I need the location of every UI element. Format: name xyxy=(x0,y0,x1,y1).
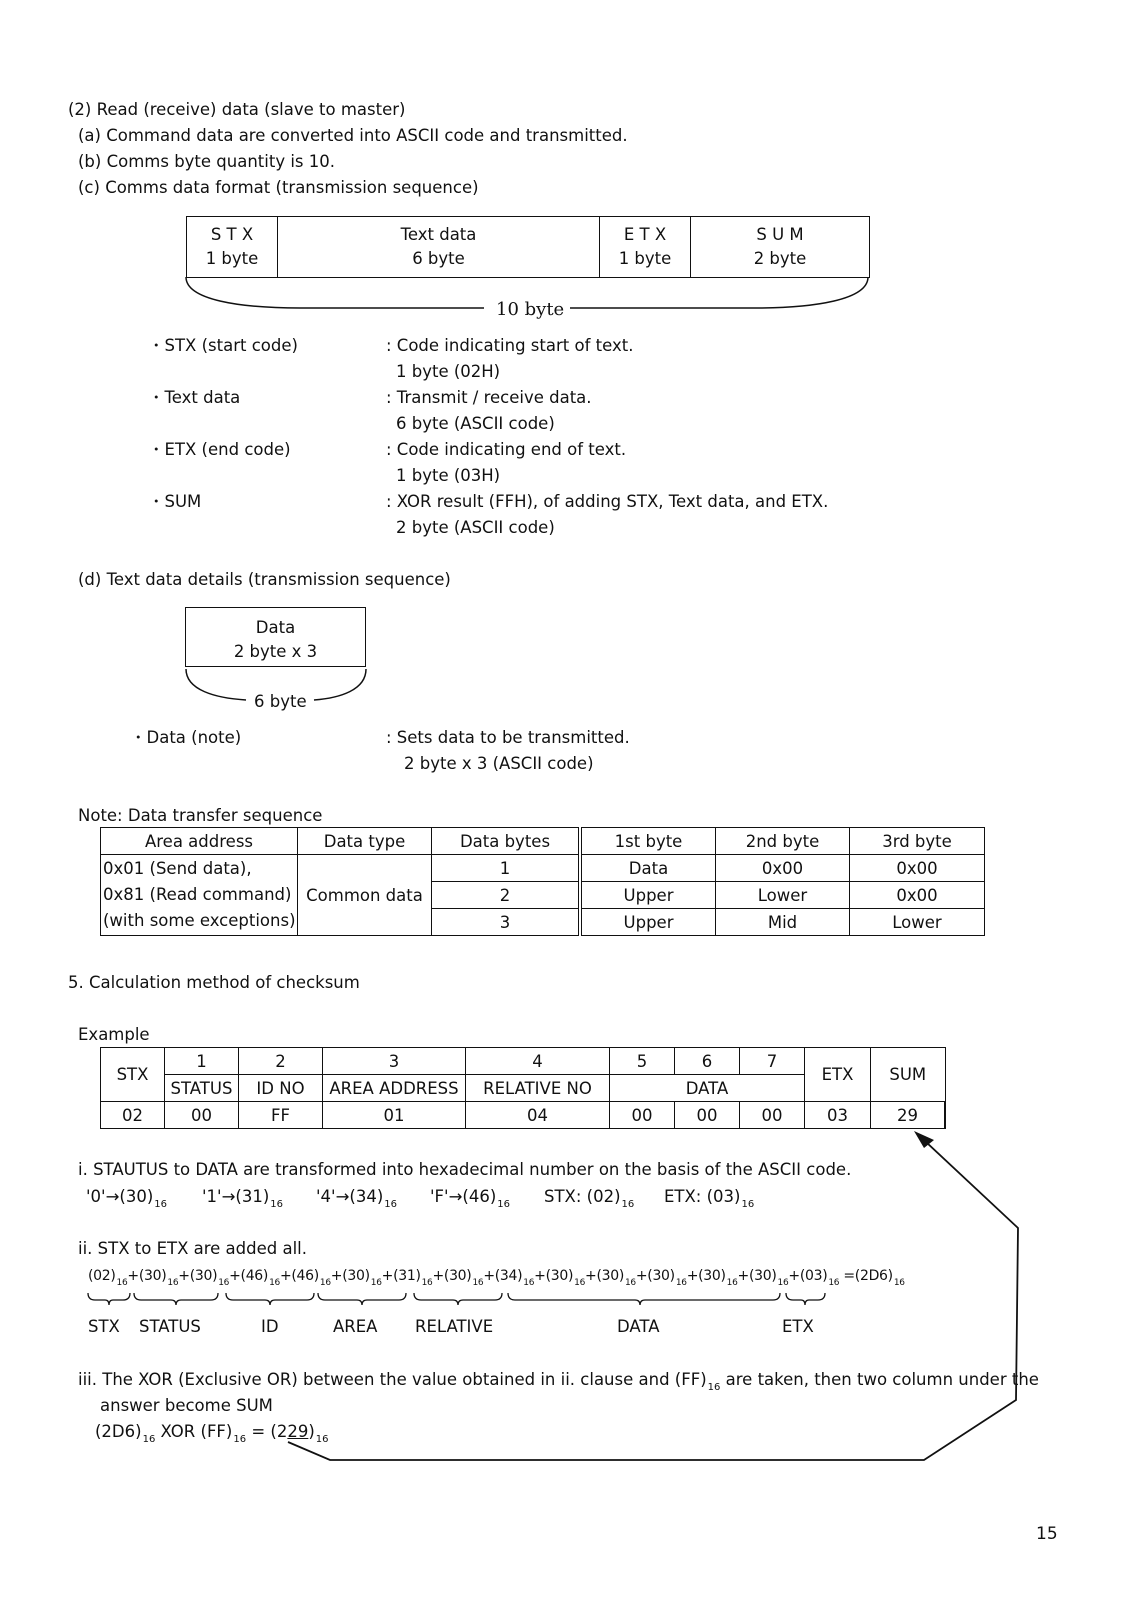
ex-stx-header: STX xyxy=(101,1048,165,1102)
conv-stx: STX: $(02)_{16}$ xyxy=(544,1187,635,1210)
step-iii-line2: answer become SUM xyxy=(100,1396,273,1415)
sum-term: (46) xyxy=(240,1268,269,1284)
note-cell: Data xyxy=(580,855,716,882)
data-note-term: ・Data (note) xyxy=(130,728,242,747)
note-cell: Lower xyxy=(716,882,850,909)
sum-term: (30) xyxy=(647,1268,675,1284)
note-cell: 3 xyxy=(432,909,581,936)
format-cell-sum: S U M 2 byte xyxy=(691,217,870,278)
ex-field: DATA xyxy=(610,1075,805,1102)
brace-6-byte-right xyxy=(314,669,366,700)
ex-num: 1 xyxy=(165,1048,239,1075)
ex-field: AREA ADDRESS xyxy=(323,1075,466,1102)
note-cell: 1 xyxy=(432,855,581,882)
sum-result: =(2D6) xyxy=(839,1268,893,1284)
format-cell-stx: S T X 1 byte xyxy=(187,217,278,278)
step-iii-line1: iii. The XOR (Exclusive OR) between the value obtained in ii. clause and $(FF)_{16}$ are taken, then two column under the xyxy=(78,1370,1039,1393)
ex-sum-value: 29 xyxy=(871,1102,946,1129)
label-id: ID xyxy=(261,1317,279,1336)
label-data: DATA xyxy=(617,1317,660,1336)
def-size-text: 6 byte (ASCII code) xyxy=(396,414,555,433)
sum-term: (30) xyxy=(748,1268,777,1284)
item-b: (b) Comms byte quantity is 10. xyxy=(78,152,335,171)
def-term-stx: ・STX (start code) xyxy=(148,336,298,355)
note-cell: 0x00 xyxy=(850,855,985,882)
note-cell: Upper xyxy=(580,882,716,909)
section5-heading: 5. Calculation method of checksum xyxy=(68,973,360,992)
item-a: (a) Command data are converted into ASCII code and transmitted. xyxy=(78,126,628,145)
def-size-stx: 1 byte (02H) xyxy=(396,362,501,381)
def-desc-etx: : Code indicating end of text. xyxy=(386,440,627,459)
sum-term: (30) xyxy=(138,1268,167,1284)
brace-10-byte-left xyxy=(186,277,484,308)
note-cell: Lower xyxy=(850,909,985,936)
ex-value: 02 xyxy=(101,1102,165,1129)
sum-term: (30) xyxy=(545,1268,574,1284)
ex-field: STATUS xyxy=(165,1075,239,1102)
xor-formula: $(2D6)_{16}$ XOR $(FF)_{16} = (229)_{16}$ xyxy=(95,1422,329,1445)
sum-term: (31) xyxy=(393,1268,421,1284)
sum-term: (46) xyxy=(291,1268,319,1284)
conv-2: '$4'\to(34)_{16}$ xyxy=(316,1187,397,1210)
def-term-text: ・Text data xyxy=(148,388,241,407)
underbraces xyxy=(88,1293,825,1305)
sum-term: (30) xyxy=(596,1268,624,1284)
label-relative: RELATIVE xyxy=(415,1317,494,1336)
sum-term: (03) xyxy=(799,1268,828,1284)
text-details-heading: (d) Text data details (transmission sequence) xyxy=(78,570,451,589)
def-desc-text: : Transmit / receive data. xyxy=(386,388,592,407)
ex-value: 00 xyxy=(165,1102,239,1129)
note-cell: 0x00 xyxy=(850,882,985,909)
sum-term: (30) xyxy=(698,1268,726,1284)
ex-num: 4 xyxy=(466,1048,610,1075)
brace-6-byte-left xyxy=(186,669,246,700)
format-cell-etx: E T X 1 byte xyxy=(600,217,691,278)
def-desc-sum: : XOR result (FFH), of adding STX, Text data, and ETX. xyxy=(386,492,829,511)
step-i-text: i. STAUTUS to DATA are transformed into hexadecimal number on the basis of the ASCII code. xyxy=(78,1160,852,1179)
ex-value: 01 xyxy=(323,1102,466,1129)
sum-term: (34) xyxy=(494,1268,523,1284)
data-box-total: 6 byte xyxy=(254,692,307,711)
def-term-sum: ・SUM xyxy=(148,492,202,511)
note-header: Area address xyxy=(101,828,298,855)
label-area: AREA xyxy=(333,1317,378,1336)
conv-0: '$0'\to(30)_{16}$ xyxy=(86,1187,167,1210)
ex-sum-header: SUM xyxy=(871,1048,946,1102)
section-heading: (2) Read (receive) data (slave to master) xyxy=(68,100,406,119)
format-cell-text: Text data 6 byte xyxy=(278,217,600,278)
def-size-sum: 2 byte (ASCII code) xyxy=(396,518,555,537)
brace-10-byte-right xyxy=(570,277,868,308)
note-header: 1st byte xyxy=(580,828,716,855)
note-header: 2nd byte xyxy=(716,828,850,855)
sum-term: (30) xyxy=(189,1268,218,1284)
note-header: Data bytes xyxy=(432,828,581,855)
sum-formula: $(02)_{16}+(30)_{16}+(30)_{16}+(46)_{16}+(46)_{16}+(30)_{16}+(31)_{16}+(30)_{16}+(34)_{16}+(30)_{16}+(30)_{16}+(30)_{16}+(30)_{16}+(30)_{16}+(03)_{16} =(2D6)_{16}$ xyxy=(88,1268,905,1288)
def-size-etx: 1 byte (03H) xyxy=(396,466,501,485)
label-status: STATUS xyxy=(139,1317,201,1336)
data-note-desc: : Sets data to be transmitted. xyxy=(386,728,630,747)
note-cell: 2 xyxy=(432,882,581,909)
ex-value: 04 xyxy=(466,1102,610,1129)
sum-term: (02) xyxy=(88,1268,116,1284)
page-number: 15 xyxy=(1036,1524,1058,1544)
sum-term: (30) xyxy=(342,1268,370,1284)
ex-num: 2 xyxy=(239,1048,323,1075)
conv-etx: ETX: $(03)_{16}$ xyxy=(664,1187,755,1210)
ex-num: 3 xyxy=(323,1048,466,1075)
conv-1: '$1'\to(31)_{16}$ xyxy=(202,1187,283,1210)
data-note-size: 2 byte x 3 (ASCII code) xyxy=(404,754,594,773)
note-cell: 0x00 xyxy=(716,855,850,882)
ex-field: ID NO xyxy=(239,1075,323,1102)
ex-value: FF xyxy=(239,1102,323,1129)
step-ii-text: ii. STX to ETX are added all. xyxy=(78,1239,308,1258)
format-total-label: 10 byte xyxy=(496,299,565,320)
sum-term: (30) xyxy=(443,1268,472,1284)
ex-num: 6 xyxy=(675,1048,740,1075)
area-address-cell: 0x01 (Send data), 0x81 (Read command) (with some exceptions) xyxy=(101,855,298,936)
ex-value: 03 xyxy=(805,1102,871,1129)
ex-value: 00 xyxy=(675,1102,740,1129)
note-header: 3rd byte xyxy=(850,828,985,855)
ex-num: 5 xyxy=(610,1048,675,1075)
item-c: (c) Comms data format (transmission sequence) xyxy=(78,178,479,197)
note-caption: Note: Data transfer sequence xyxy=(78,806,323,825)
note-cell: Mid xyxy=(716,909,850,936)
example-label: Example xyxy=(78,1025,150,1044)
ex-value: 00 xyxy=(610,1102,675,1129)
note-cell: Upper xyxy=(580,909,716,936)
note-header: Data type xyxy=(298,828,432,855)
ex-value: 00 xyxy=(740,1102,805,1129)
sum-arrow-line xyxy=(288,1142,1018,1460)
data-box: Data 2 byte x 3 xyxy=(185,607,366,667)
label-etx: ETX xyxy=(782,1317,814,1336)
ex-num: 7 xyxy=(740,1048,805,1075)
def-term-etx: ・ETX (end code) xyxy=(148,440,291,459)
ex-field: RELATIVE NO xyxy=(466,1075,610,1102)
def-desc-stx: : Code indicating start of text. xyxy=(386,336,634,355)
label-stx: STX xyxy=(88,1317,120,1336)
ex-etx-header: ETX xyxy=(805,1048,871,1102)
data-type-cell: Common data xyxy=(298,855,432,936)
sum-result-digits: 29 xyxy=(287,1422,309,1441)
conv-3: '$F'\to(46)_{16}$ xyxy=(430,1187,510,1210)
